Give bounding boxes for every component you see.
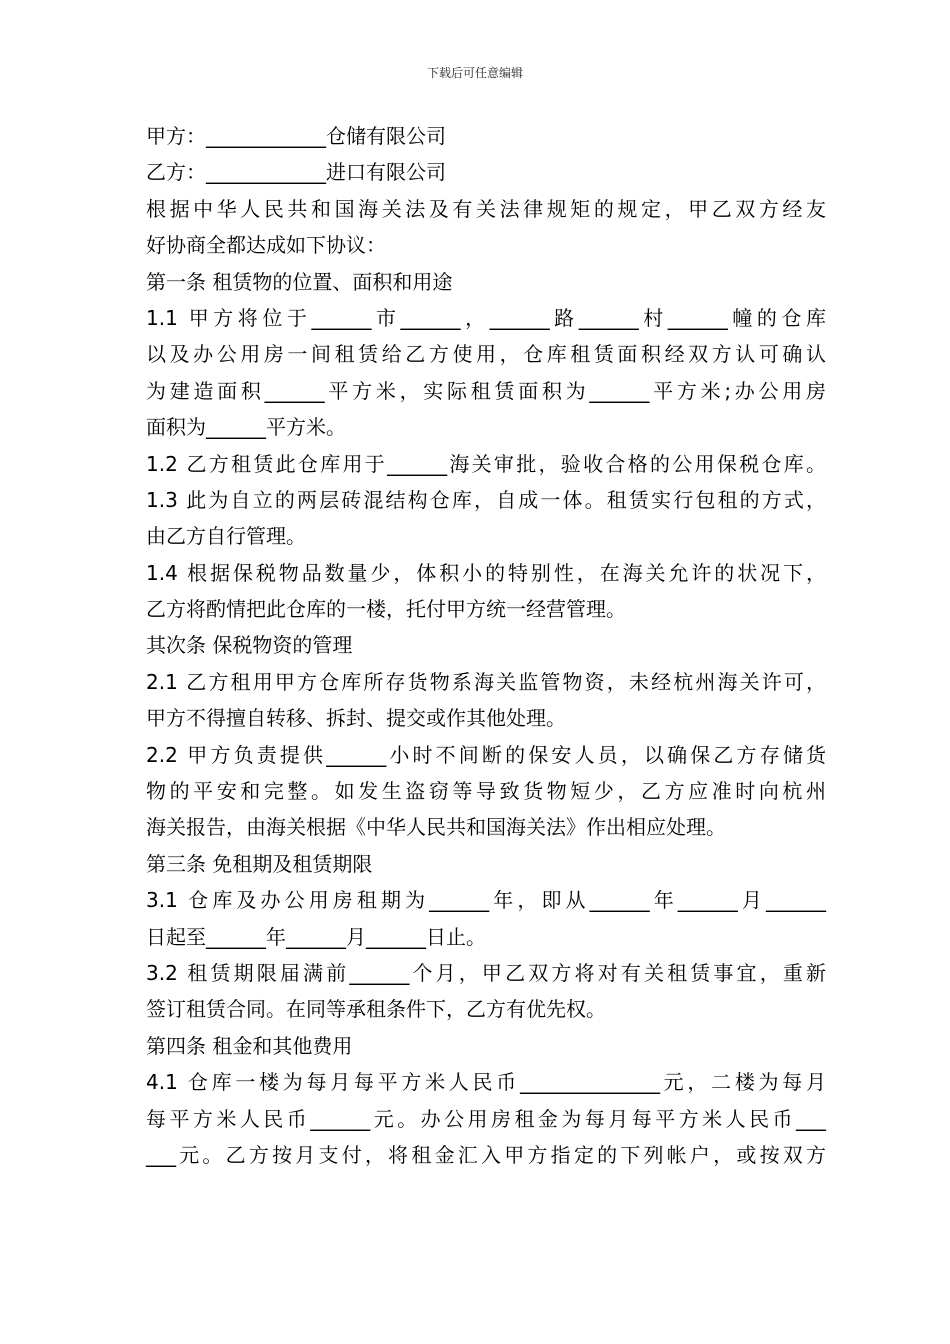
clause-line: 3.1 仓库及办公用房租期为______年，即从______年______月______ [146, 888, 826, 913]
clause-line: 每平方米人民币______元。办公用房租金为每月每平方米人民币___ [146, 1106, 826, 1131]
clause-line: 面积为______平方米。 [146, 415, 346, 440]
clause-line: 为建造面积______平方米，实际租赁面积为______平方米;办公用房 [146, 378, 826, 403]
preamble-line: 好协商全都达成如下协议： [146, 233, 386, 258]
clause-line: 2.2 甲方负责提供______小时不间断的保安人员，以确保乙方存储货 [146, 742, 826, 767]
clause-line: 1.3 此为自立的两层砖混结构仓库，自成一体。租赁实行包租的方式， [146, 487, 826, 512]
article-heading: 第四条 租金和其他费用 [146, 1033, 353, 1058]
clause-line: 签订租赁合同。在同等承租条件下，乙方有优先权。 [146, 997, 606, 1022]
article-heading: 第三条 免租期及租赁期限 [146, 851, 373, 876]
page-header-note: 下载后可任意编辑 [426, 66, 523, 80]
clause-line: 4.1 仓库一楼为每月每平方米人民币______________元，二楼为每月 [146, 1070, 826, 1095]
party-a-line: 甲方：____________仓储有限公司 [146, 124, 446, 148]
party-b-line: 乙方：____________进口有限公司 [146, 160, 446, 185]
clause-line: 日起至______年______月______日止。 [146, 924, 486, 949]
clause-line: 1.2 乙方租赁此仓库用于______海关审批，验收合格的公用保税仓库。 [146, 451, 826, 476]
article-heading: 其次条 保税物资的管理 [146, 633, 353, 658]
clause-line: 1.1 甲方将位于______市______，______路______村______幢的仓库 [146, 305, 826, 330]
clause-line: 2.1 乙方租用甲方仓库所存货物系海关监管物资，未经杭州海关许可， [146, 669, 826, 694]
clause-line: 海关报告，由海关根据《中华人民共和国海关法》作出相应处理。 [146, 815, 726, 840]
clause-line: 3.2 租赁期限届满前______个月，甲乙双方将对有关租赁事宜，重新 [146, 960, 826, 985]
clause-line: 1.4 根据保税物品数量少，体积小的特别性，在海关允许的状况下， [146, 560, 826, 585]
preamble-line: 根据中华人民共和国海关法及有关法律规矩的规定，甲乙双方经友 [146, 196, 826, 221]
clause-line: 物的平安和完整。如发生盗窃等导致货物短少，乙方应准时向杭州 [146, 779, 826, 804]
clause-line: 由乙方自行管理。 [146, 524, 306, 549]
clause-line: ___元。乙方按月支付，将租金汇入甲方指定的下列帐户，或按双方 [146, 1142, 826, 1167]
clause-line: 甲方不得擅自转移、拆封、提交或作其他处理。 [146, 706, 566, 731]
clause-line: 以及办公用房一间租赁给乙方使用，仓库租赁面积经双方认可确认 [146, 342, 826, 367]
article-heading: 第一条 租赁物的位置、面积和用途 [146, 269, 453, 294]
contract-body [146, 118, 826, 1173]
clause-line: 乙方将酌情把此仓库的一楼，托付甲方统一经营管理。 [146, 597, 626, 622]
